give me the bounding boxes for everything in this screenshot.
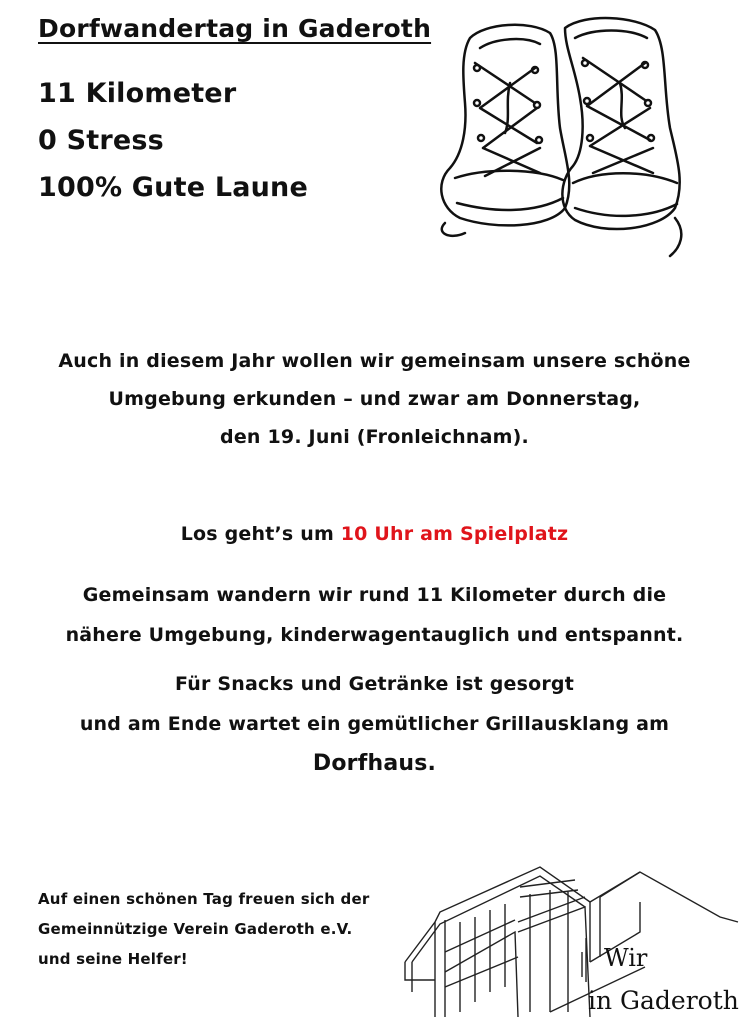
snacks-line: und am Ende wartet ein gemütlicher Grillausklang am [79, 713, 670, 735]
logo-line-1: Wir [604, 944, 648, 972]
intro-line: den 19. Juni (Fronleichnam). [220, 426, 529, 448]
walk-line: nähere Umgebung, kinderwagentauglich und entspannt. [65, 624, 684, 646]
start-prefix: Los geht’s um [180, 523, 341, 545]
snacks-line: Dorfhaus. [312, 751, 437, 776]
thanks-line: und seine Helfer! [38, 950, 188, 968]
start-info [0, 523, 749, 545]
walk-line: Gemeinsam wandern wir rund 11 Kilometer durch die [82, 584, 667, 606]
intro-paragraph [0, 342, 749, 456]
stat-mood: 100% Gute Laune [38, 172, 308, 203]
intro-line: Auch in diesem Jahr wollen wir gemeinsam unsere schöne [58, 350, 691, 372]
thanks-line: Gemeinnützige Verein Gaderoth e.V. [38, 920, 353, 938]
stat-stress: 0 Stress [38, 125, 164, 156]
thanks-note [38, 884, 369, 974]
walk-paragraph [0, 575, 749, 655]
snacks-paragraph [0, 664, 749, 784]
intro-line: Umgebung erkunden – und zwar am Donnerstag, [108, 388, 641, 410]
hiking-boots-icon [425, 8, 695, 263]
logo-line-2: in Gaderoth [588, 986, 739, 1015]
thanks-line: Auf einen schönen Tag freuen sich der [38, 890, 370, 908]
start-highlight: 10 Uhr am Spielplatz [340, 523, 569, 545]
snacks-line: Für Snacks und Getränke ist gesorgt [175, 673, 574, 695]
stat-distance: 11 Kilometer [38, 78, 237, 109]
page-title: Dorfwandertag in Gaderoth [38, 14, 432, 43]
